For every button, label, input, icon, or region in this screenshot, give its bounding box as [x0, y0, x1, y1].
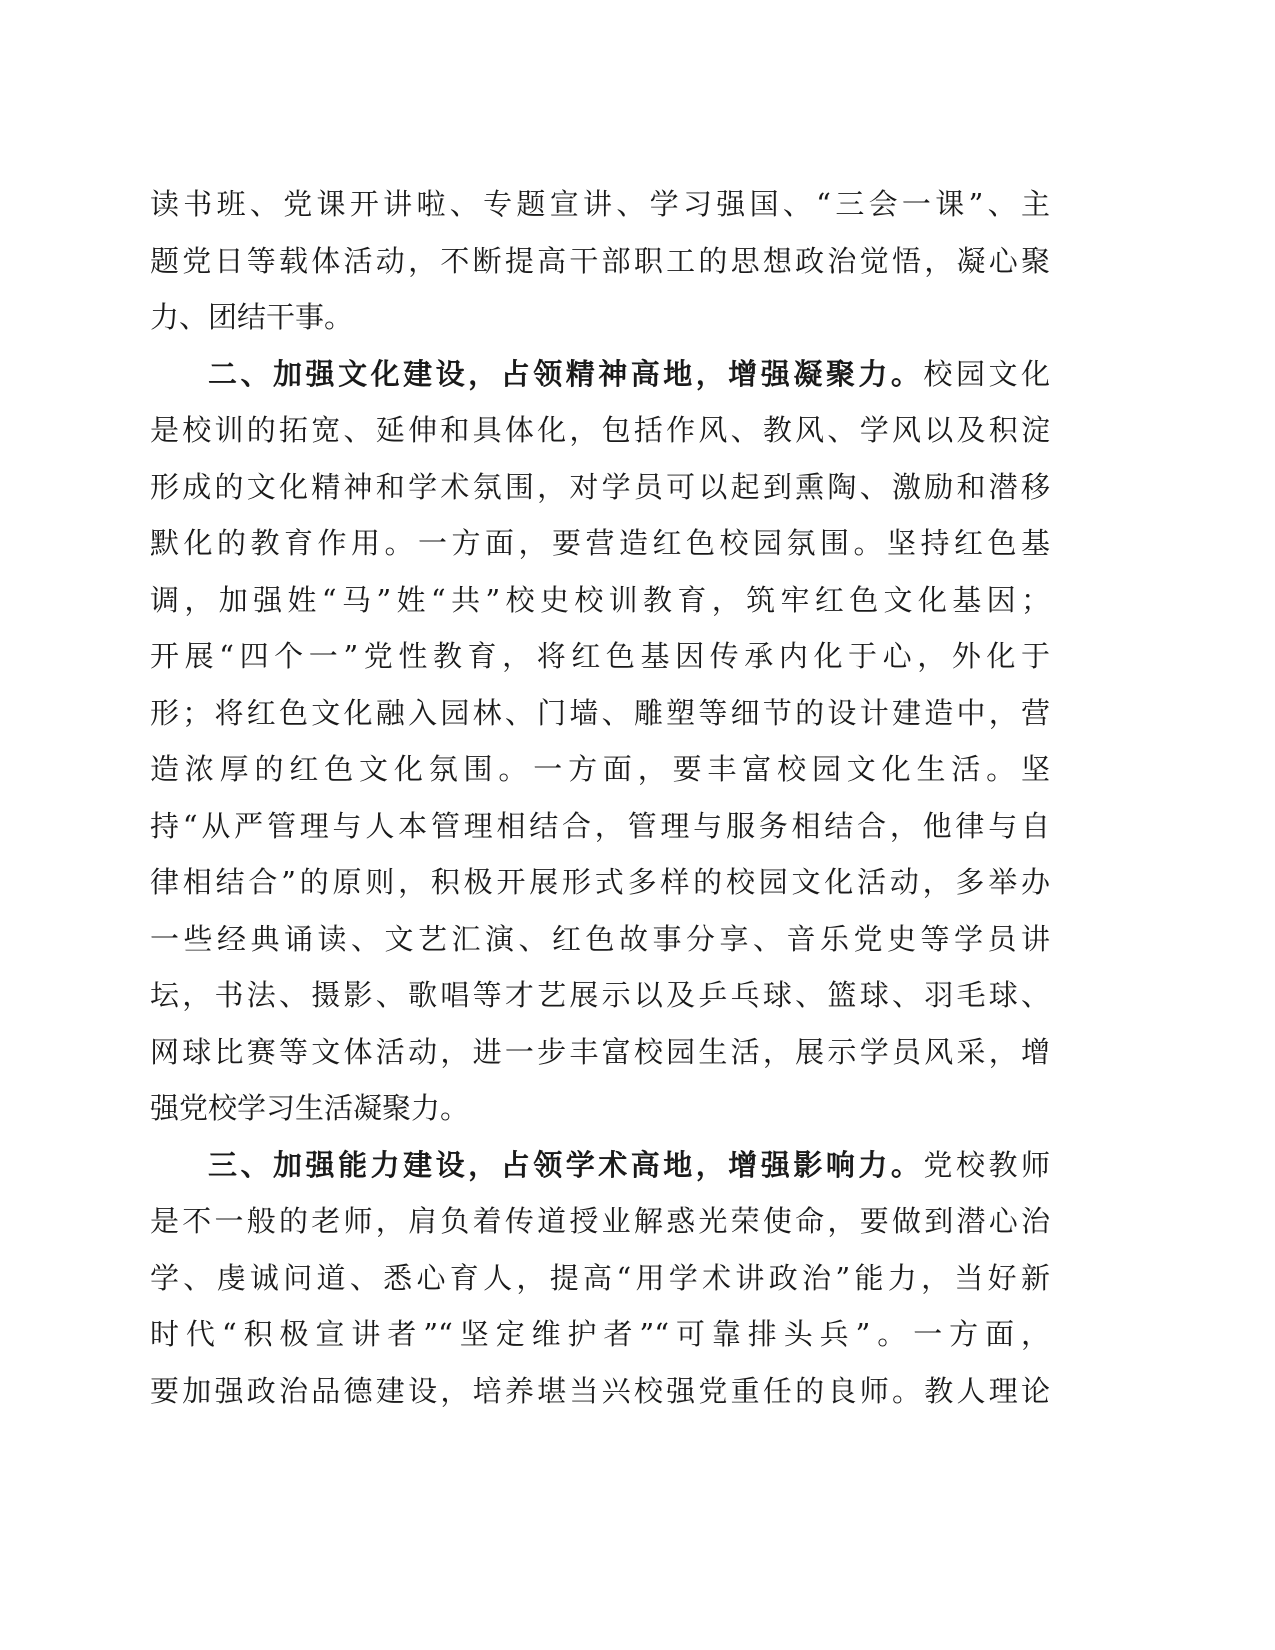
text-run: 校园文化 — [923, 356, 1050, 391]
text-line: 形成的文化精神和学术氛围，对学员可以起到熏陶、激励和潜移 — [150, 469, 1050, 504]
text-line: 是校训的拓宽、延伸和具体化，包括作风、教风、学风以及积淀 — [150, 413, 1050, 447]
text-line: 读书班、党课开讲啦、专题宣讲、学习强国、“三会一课”、主 — [150, 187, 1050, 221]
paragraph-first-line — [150, 1137, 1050, 1194]
text-line: 时代“积极宣讲者”“坚定维护者”“可靠排头兵”。一方面， — [150, 1317, 1050, 1351]
text-line: 要加强政治品德建设，培养堪当兴校强党重任的良师。教人理论 — [150, 1373, 1050, 1408]
text-line: 形；将红色文化融入园林、门墙、雕塑等细节的设计建造中，营 — [150, 695, 1050, 730]
text-line: 坛，书法、摄影、歌唱等才艺展示以及乒乓球、篮球、羽毛球、 — [150, 978, 1050, 1012]
text-line: 默化的教育作用。一方面，要营造红色校园氛围。坚持红色基 — [150, 526, 1050, 560]
paragraph-2 — [150, 346, 1050, 1137]
paragraph-3 — [150, 1137, 1050, 1420]
text-run: 党校教师 — [923, 1147, 1050, 1182]
text-line: 强党校学习生活凝聚力。 — [150, 1091, 470, 1125]
paragraph-first-line — [150, 346, 1050, 403]
section-heading: 二、加强文化建设，占领精神高地，增强凝聚力。 — [208, 356, 924, 391]
text-line: 是不一般的老师，肩负着传道授业解惑光荣使命，要做到潜心治 — [150, 1204, 1050, 1238]
text-line: 持“从严管理与人本管理相结合，管理与服务相结合，他律与自 — [150, 808, 1050, 843]
paragraph-1 — [150, 176, 1050, 346]
text-line: 调，加强姓“马”姓“共”校史校训教育，筑牢红色文化基因； — [150, 582, 1050, 617]
document-body — [150, 176, 1050, 1419]
text-line: 网球比赛等文体活动，进一步丰富校园生活，展示学员风采，增 — [150, 1034, 1050, 1069]
section-heading: 三、加强能力建设，占领学术高地，增强影响力。 — [208, 1147, 924, 1182]
text-line: 一些经典诵读、文艺汇演、红色故事分享、音乐党史等学员讲 — [150, 921, 1050, 956]
text-line: 律相结合”的原则，积极开展形式多样的校园文化活动，多举办 — [150, 865, 1050, 899]
text-line: 造浓厚的红色文化氛围。一方面，要丰富校园文化生活。坚 — [150, 752, 1050, 786]
text-line: 开展“四个一”党性教育，将红色基因传承内化于心，外化于 — [150, 639, 1050, 673]
text-line: 力、团结干事。 — [150, 300, 354, 334]
text-line: 题党日等载体活动，不断提高干部职工的思想政治觉悟，凝心聚 — [150, 243, 1050, 278]
text-line: 学、虔诚问道、悉心育人，提高“用学术讲政治”能力，当好新 — [150, 1260, 1050, 1295]
